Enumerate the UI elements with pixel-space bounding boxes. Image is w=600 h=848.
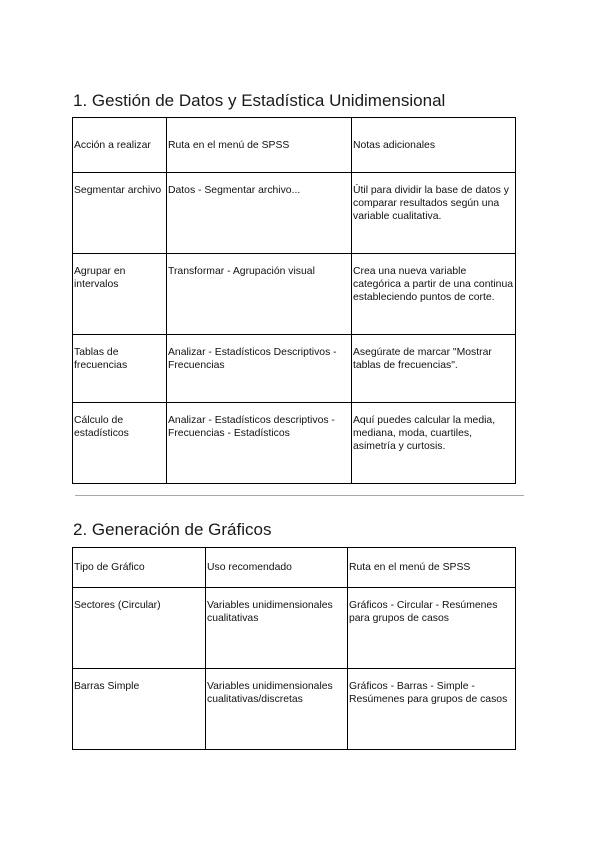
table-row: [73, 403, 516, 484]
table-cell: Tablas de frecuencias: [73, 335, 167, 403]
table-cell: Analizar - Estadísticos Descriptivos - Frecuencias: [167, 335, 352, 403]
header-cell: Acción a realizar: [73, 118, 167, 173]
table-cell: Cálculo de estadísticos: [73, 403, 167, 484]
header-cell: Notas adicionales: [352, 118, 516, 173]
header-cell: Ruta en el menú de SPSS: [167, 118, 352, 173]
header-cell: Uso recomendado: [206, 548, 348, 588]
table-cell: Gráficos - Barras - Simple - Resúmenes para grupos de casos: [348, 669, 516, 750]
table-cell: Segmentar archivo: [73, 173, 167, 254]
table-row: [73, 335, 516, 403]
table-cell: Variables unidimensionales cualitativas/discretas: [206, 669, 348, 750]
header-cell: Tipo de Gráfico: [73, 548, 206, 588]
table-cell: Variables unidimensionales cualitativas: [206, 588, 348, 669]
table-header-row: [73, 118, 516, 173]
spss-data-table: [72, 117, 516, 484]
table-cell: Transformar - Agrupación visual: [167, 254, 352, 335]
spss-charts-table: [72, 547, 516, 750]
table-cell: Datos - Segmentar archivo...: [167, 173, 352, 254]
section2-title: 2. Generación de Gráficos: [73, 520, 272, 539]
table-row: [73, 173, 516, 254]
section1-title: 1. Gestión de Datos y Estadística Unidimensional: [73, 91, 446, 110]
table-row: [73, 254, 516, 335]
table-cell: Aquí puedes calcular la media, mediana, moda, cuartiles, asimetría y curtosis.: [352, 403, 516, 484]
table-cell: Analizar - Estadísticos descriptivos - Frecuencias - Estadísticos: [167, 403, 352, 484]
table-header-row: [73, 548, 516, 588]
table-cell: Agrupar en intervalos: [73, 254, 167, 335]
table-cell: Crea una nueva variable categórica a partir de una continua estableciendo puntos de corte.: [352, 254, 516, 335]
table-cell: Sectores (Circular): [73, 588, 206, 669]
table-row: [73, 588, 516, 669]
table-row: [73, 669, 516, 750]
table-cell: Barras Simple: [73, 669, 206, 750]
table-cell: Gráficos - Circular - Resúmenes para grupos de casos: [348, 588, 516, 669]
section-divider: [75, 495, 524, 496]
table-cell: Útil para dividir la base de datos y comparar resultados según una variable cualitativa.: [352, 173, 516, 254]
table-cell: Asegúrate de marcar "Mostrar tablas de frecuencias".: [352, 335, 516, 403]
header-cell: Ruta en el menú de SPSS: [348, 548, 516, 588]
